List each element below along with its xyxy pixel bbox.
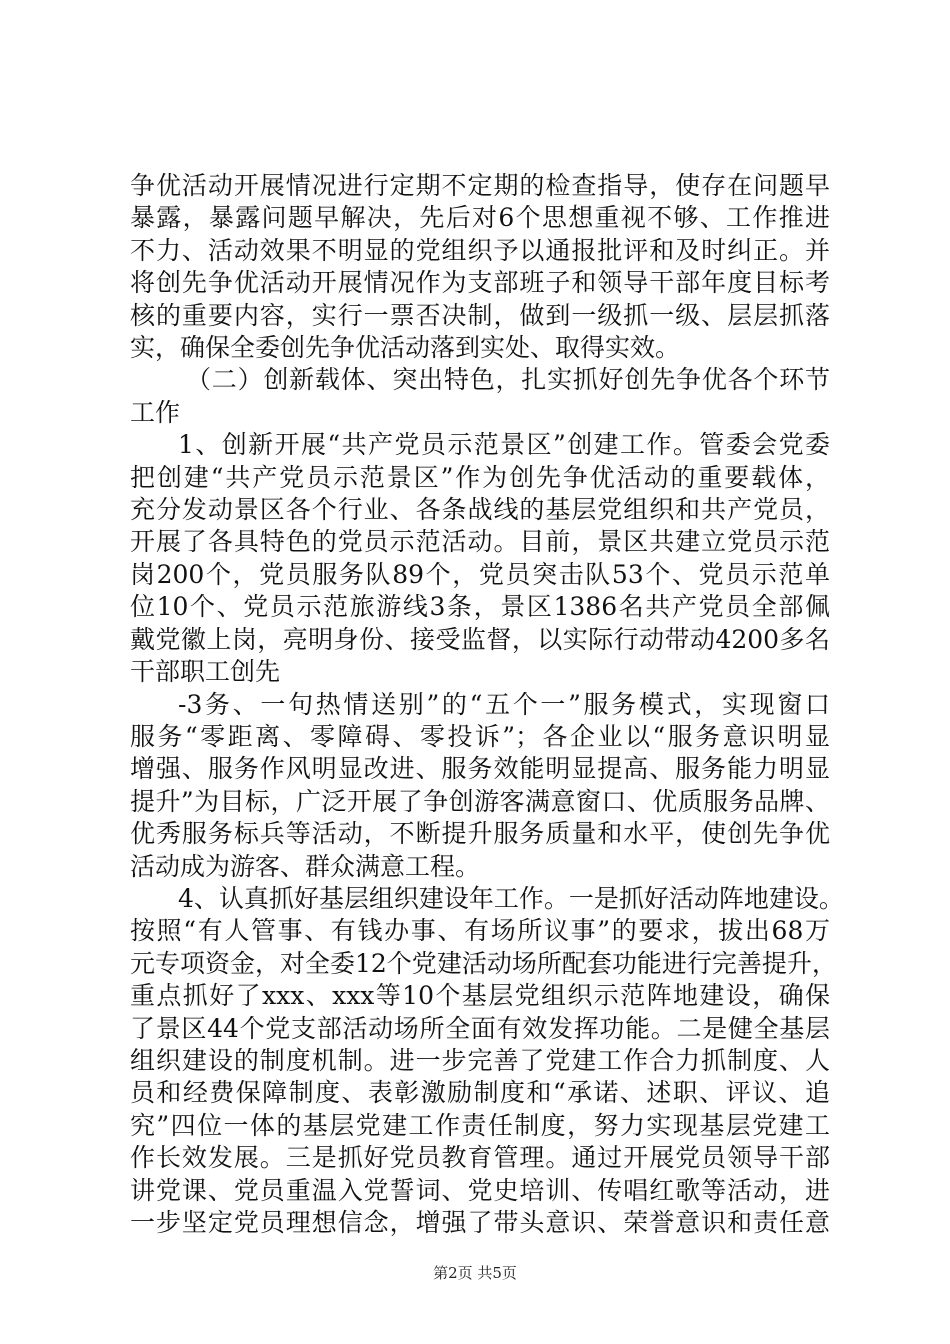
- body-text-line: 实，确保全委创先争优活动落到实处、取得实效。: [130, 333, 681, 362]
- body-text-line: 重点抓好了xxx、xxx等10个基层党组织示范阵地建设，确保: [130, 981, 830, 1010]
- body-text-line: 讲党课、党员重温入党誓词、党史培训、传唱红歌等活动，进: [130, 1176, 830, 1205]
- body-text-line: 把创建“共产党员示范景区”作为创先争优活动的重要载体，: [130, 463, 830, 492]
- body-text-line: 4、认真抓好基层组织建设年工作。一是抓好活动阵地建设。: [178, 884, 844, 913]
- section-heading-line: （二）创新载体、突出特色，扎实抓好创先争优各个环节: [186, 365, 830, 394]
- body-text-line: 不力、活动效果不明显的党组织予以通报批评和及时纠正。并: [130, 236, 830, 265]
- body-text-line: 按照“有人管事、有钱办事、有场所议事”的要求，拔出68万: [130, 916, 830, 945]
- body-text-line: 戴党徽上岗，亮明身份、接受监督，以实际行动带动4200多名: [130, 625, 830, 654]
- body-text-line: 提升”为目标，广泛开展了争创游客满意窗口、优质服务品牌、: [130, 787, 830, 816]
- body-text-line: 一步坚定党员理想信念，增强了带头意识、荣誉意识和责任意: [130, 1208, 830, 1237]
- body-text-line: 争优活动开展情况进行定期不定期的检查指导，使存在问题早: [130, 171, 830, 200]
- section-heading-line: 工作: [130, 398, 181, 427]
- page-footer: 第2页 共5页: [433, 1264, 517, 1282]
- body-text-line: 作长效发展。三是抓好党员教育管理。通过开展党员领导干部: [130, 1143, 830, 1172]
- body-text-line: 了景区44个党支部活动场所全面有效发挥功能。二是健全基层: [130, 1014, 830, 1043]
- body-text-line: 核的重要内容，实行一票否决制，做到一级抓一级、层层抓落: [130, 301, 830, 330]
- body-text-line: 充分发动景区各个行业、各条战线的基层党组织和共产党员，: [130, 495, 830, 524]
- body-text-line: 将创先争优活动开展情况作为支部班子和领导干部年度目标考: [130, 268, 830, 297]
- body-text-line: 服务“零距离、零障碍、零投诉”；各企业以“服务意识明显: [130, 722, 830, 751]
- body-text-line: 增强、服务作风明显改进、服务效能明显提高、服务能力明显: [130, 754, 830, 783]
- body-text-line: 暴露，暴露问题早解决，先后对6个思想重视不够、工作推进: [130, 203, 830, 232]
- body-text-line: 元专项资金，对全委12个党建活动场所配套功能进行完善提升，: [130, 949, 837, 978]
- body-text-line: 位10个、党员示范旅游线3条，景区1386名共产党员全部佩: [130, 592, 830, 621]
- body-text-line: 岗200个，党员服务队89个，党员突击队53个、党员示范单: [130, 560, 830, 589]
- body-text-line: 组织建设的制度机制。进一步完善了党建工作合力抓制度、人: [130, 1046, 830, 1075]
- body-text-line: 开展了各具特色的党员示范活动。目前，景区共建立党员示范: [130, 527, 830, 556]
- body-text-line: 究”四位一体的基层党建工作责任制度，努力实现基层党建工: [130, 1111, 830, 1140]
- body-text-line: 干部职工创先: [130, 657, 281, 686]
- body-text-line: 活动成为游客、群众满意工程。: [130, 852, 481, 881]
- body-text-line: 优秀服务标兵等活动，不断提升服务质量和水平，使创先争优: [130, 819, 830, 848]
- body-text-line: 员和经费保障制度、表彰激励制度和“承诺、述职、评议、追: [130, 1078, 830, 1107]
- body-text-line: 1、创新开展“共产党员示范景区”创建工作。管委会党委: [178, 430, 830, 459]
- body-text-line: -3务、一句热情送别”的“五个一”服务模式，实现窗口: [178, 690, 830, 719]
